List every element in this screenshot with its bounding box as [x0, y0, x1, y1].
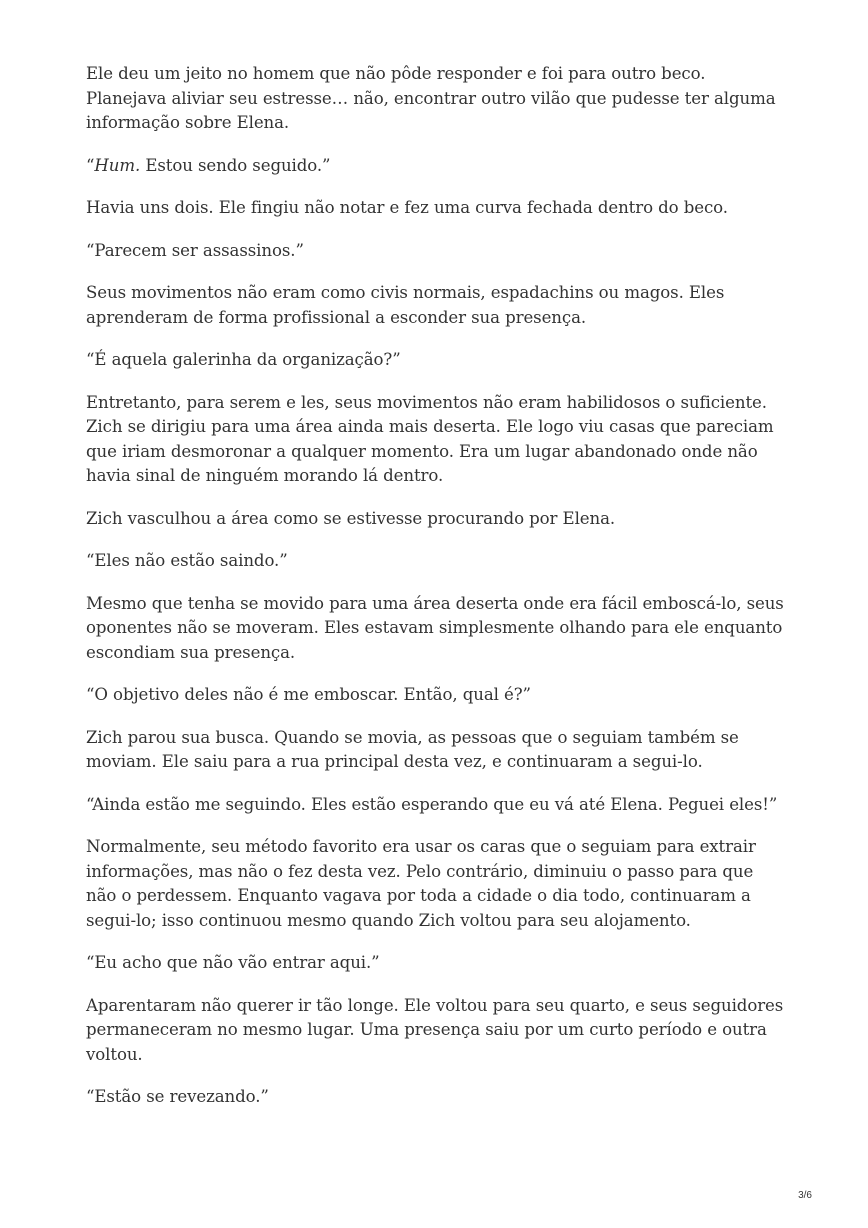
document-page	[86, 62, 786, 1128]
paragraph-4: “Parecem ser assassinos.”	[86, 240, 304, 260]
paragraph-14: Normalmente, seu método favorito era usar os caras que o seguiam para extrair informações, mas não o fez desta vez. Pelo contrário, diminuiu o passo para que não o perdessem. Enquanto vagava por toda a cidade o dia todo, continuaram a segui-lo; isso continuou mesmo quando Zich voltou para seu alojamento.	[86, 837, 756, 930]
paragraph-8: Zich vasculhou a área como se estivesse procurando por Elena.	[86, 508, 616, 528]
quote-rest: Estou sendo seguido.”	[140, 155, 331, 175]
paragraph-2	[86, 154, 786, 179]
emphasis-text: Hum.	[94, 155, 141, 175]
paragraph-15: “Eu acho que não vão entrar aqui.”	[86, 953, 380, 972]
paragraph-7: Entretanto, para serem e les, seus movimentos não eram habilidosos o suficiente. Zich se dirigiu para uma área ainda mais deserta. Ele logo viu casas que pareciam que iriam desmoronar a qualquer momento. Era um lugar abandonado onde não havia sinal de ninguém morando lá dentro.	[86, 392, 774, 485]
page-number: 3/6	[798, 1190, 812, 1201]
paragraph-9: “Eles não estão saindo.”	[86, 551, 288, 570]
paragraph-16: Aparentaram não querer ir tão longe. Ele voltou para seu quarto, e seus seguidores permaneceram no mesmo lugar. Uma presença saiu por um curto período e outra voltou.	[86, 995, 784, 1064]
paragraph-17: “Estão se revezando.”	[86, 1087, 269, 1106]
quote-open: “	[86, 155, 95, 175]
paragraph-11: “O objetivo deles não é me emboscar. Então, qual é?”	[86, 685, 531, 704]
paragraph-6: “É aquela galerinha da organização?”	[86, 350, 401, 369]
paragraph-1: Ele deu um jeito no homem que não pôde responder e foi para outro beco. Planejava aliviar seu estresse… não, encontrar outro vilão que pudesse ter alguma informação sobre Elena.	[86, 64, 776, 132]
paragraph-5: Seus movimentos não eram como civis normais, espadachins ou magos. Eles aprenderam de forma profissional a esconder sua presença.	[86, 283, 725, 327]
paragraph-13: “Ainda estão me seguindo. Eles estão esperando que eu vá até Elena. Peguei eles!”	[86, 794, 778, 814]
paragraph-10: Mesmo que tenha se movido para uma área deserta onde era fácil emboscá-lo, seus oponentes não se moveram. Eles estavam simplesmente olhando para ele enquanto escondiam sua presença.	[86, 593, 784, 662]
paragraph-12: Zich parou sua busca. Quando se movia, as pessoas que o seguiam também se moviam. Ele saiu para a rua principal desta vez, e continuaram a segui-lo.	[86, 727, 739, 771]
paragraph-3: Havia uns dois. Ele fingiu não notar e fez uma curva fechada dentro do beco.	[86, 198, 728, 217]
